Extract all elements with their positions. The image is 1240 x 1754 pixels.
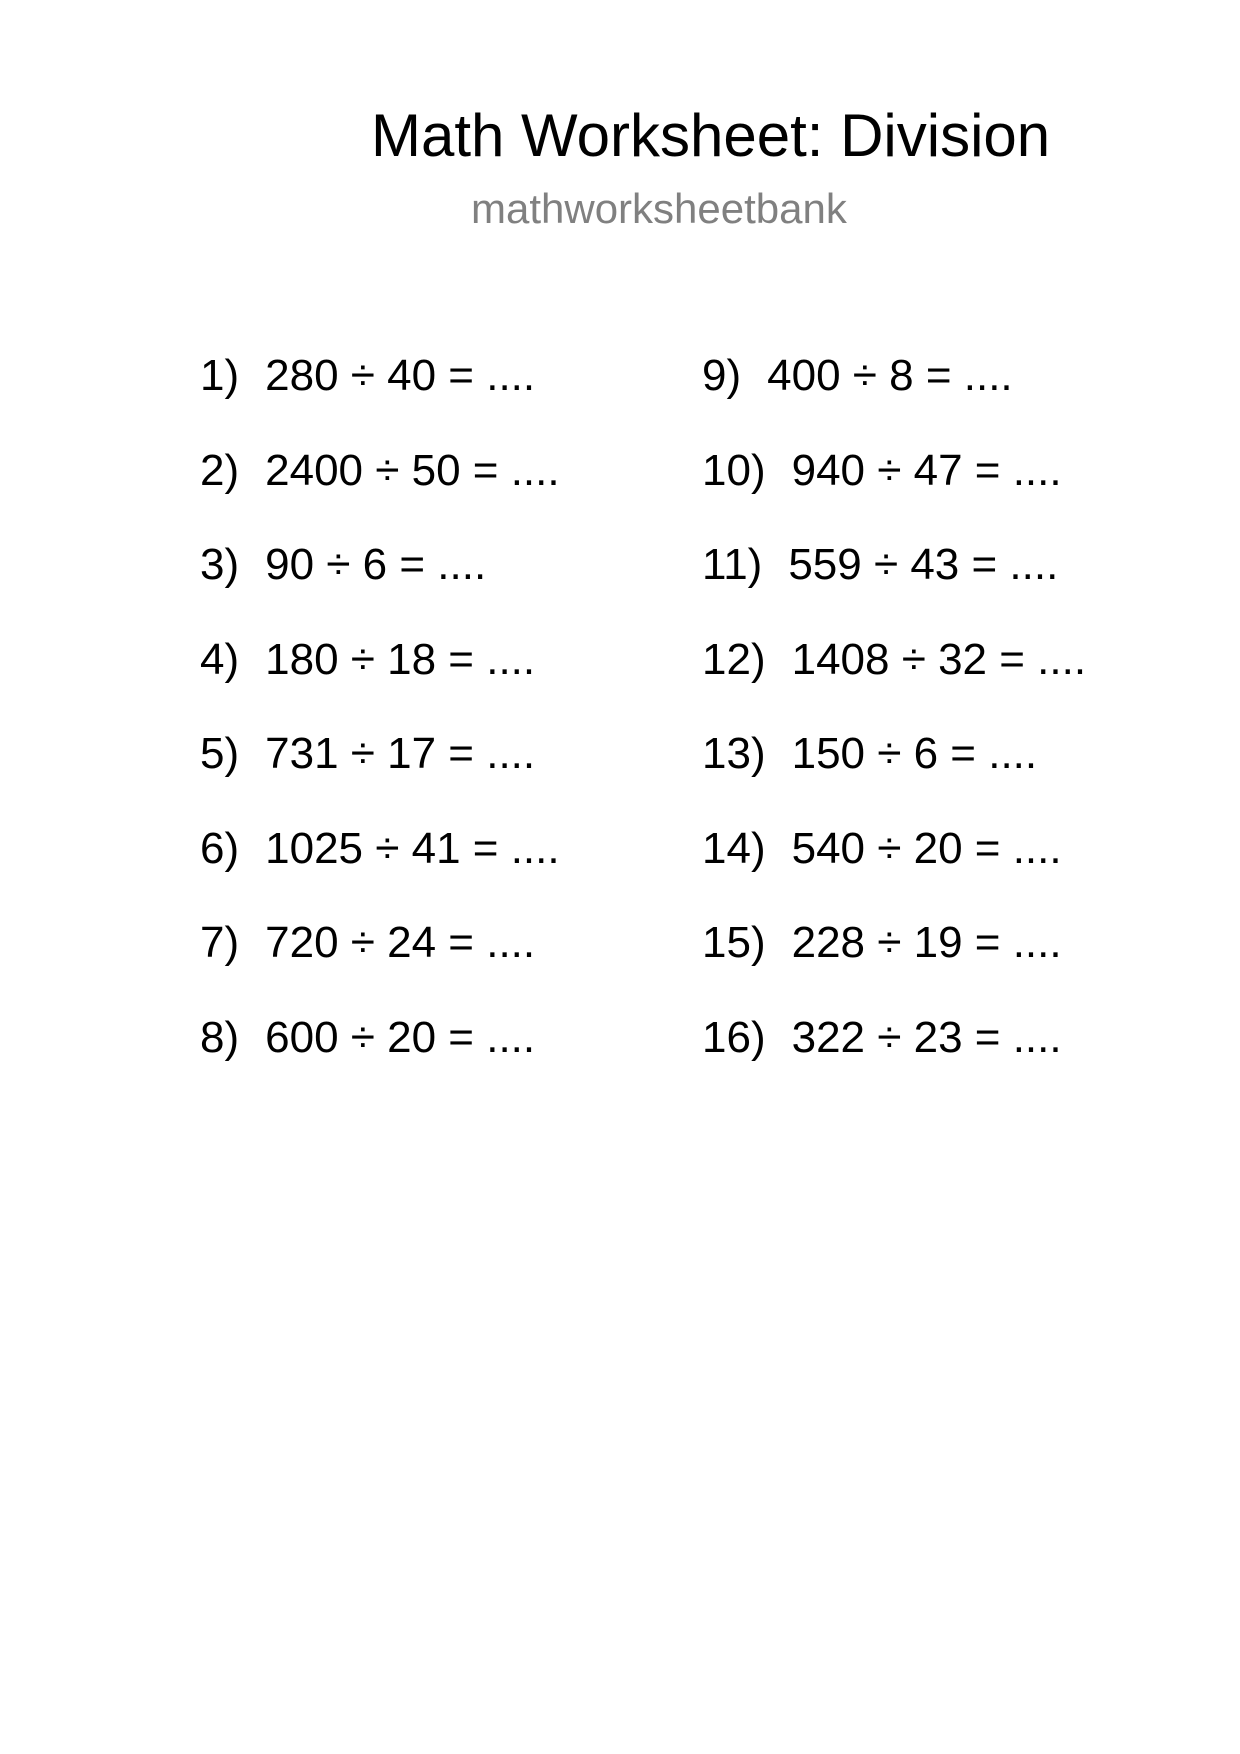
problem-number: 10) <box>702 445 766 495</box>
problem-item <box>200 350 560 445</box>
problem-number: 9) <box>702 351 742 400</box>
problem-item <box>200 634 560 729</box>
problem-column-right <box>702 350 1086 1106</box>
problem-expression: 322 ÷ 23 = .... <box>791 1012 1062 1062</box>
problem-expression: 1025 ÷ 41 = .... <box>265 823 560 873</box>
worksheet-title: Math Worksheet: Division <box>371 102 1051 169</box>
problem-number: 16) <box>702 1012 766 1062</box>
problem-expression: 1408 ÷ 32 = .... <box>791 634 1087 684</box>
problem-number: 15) <box>702 918 766 967</box>
problem-number: 11) <box>702 540 763 589</box>
problem-number: 7) <box>200 918 240 967</box>
problem-item <box>702 917 1086 1012</box>
problem-item <box>702 823 1086 918</box>
problem-expression: 559 ÷ 43 = .... <box>788 540 1059 589</box>
problem-item <box>702 539 1086 634</box>
problem-number: 6) <box>200 823 240 873</box>
problem-column-left <box>200 350 560 1106</box>
problem-expression: 600 ÷ 20 = .... <box>265 1012 536 1062</box>
problem-expression: 2400 ÷ 50 = .... <box>265 445 560 495</box>
problem-number: 3) <box>200 540 240 589</box>
problem-expression: 540 ÷ 20 = .... <box>791 823 1062 873</box>
problem-item <box>200 1012 560 1107</box>
problem-item <box>200 823 560 918</box>
problem-expression: 731 ÷ 17 = .... <box>265 729 536 778</box>
worksheet-source: mathworksheetbank <box>471 185 847 232</box>
problem-expression: 180 ÷ 18 = .... <box>265 634 536 684</box>
problem-number: 2) <box>200 445 240 495</box>
problem-number: 8) <box>200 1012 240 1062</box>
problem-item <box>702 445 1086 540</box>
problem-item <box>200 728 560 823</box>
problem-expression: 228 ÷ 19 = .... <box>791 918 1062 967</box>
problem-item <box>702 728 1086 823</box>
problem-expression: 90 ÷ 6 = .... <box>265 540 487 589</box>
problem-item <box>702 350 1086 445</box>
problem-expression: 150 ÷ 6 = .... <box>791 729 1038 778</box>
problem-number: 12) <box>702 634 766 684</box>
problem-expression: 940 ÷ 47 = .... <box>791 445 1062 495</box>
problem-expression: 400 ÷ 8 = .... <box>767 351 1013 400</box>
problem-item <box>702 1012 1086 1107</box>
problem-item <box>200 539 560 634</box>
problem-number: 1) <box>200 351 240 400</box>
problem-item <box>200 445 560 540</box>
problem-number: 14) <box>702 823 766 873</box>
problem-number: 4) <box>200 634 240 684</box>
problem-item <box>200 917 560 1012</box>
problem-expression: 280 ÷ 40 = .... <box>265 351 536 400</box>
problem-expression: 720 ÷ 24 = .... <box>265 918 536 967</box>
problem-number: 5) <box>200 729 240 778</box>
problem-item <box>702 634 1086 729</box>
problem-number: 13) <box>702 729 766 778</box>
